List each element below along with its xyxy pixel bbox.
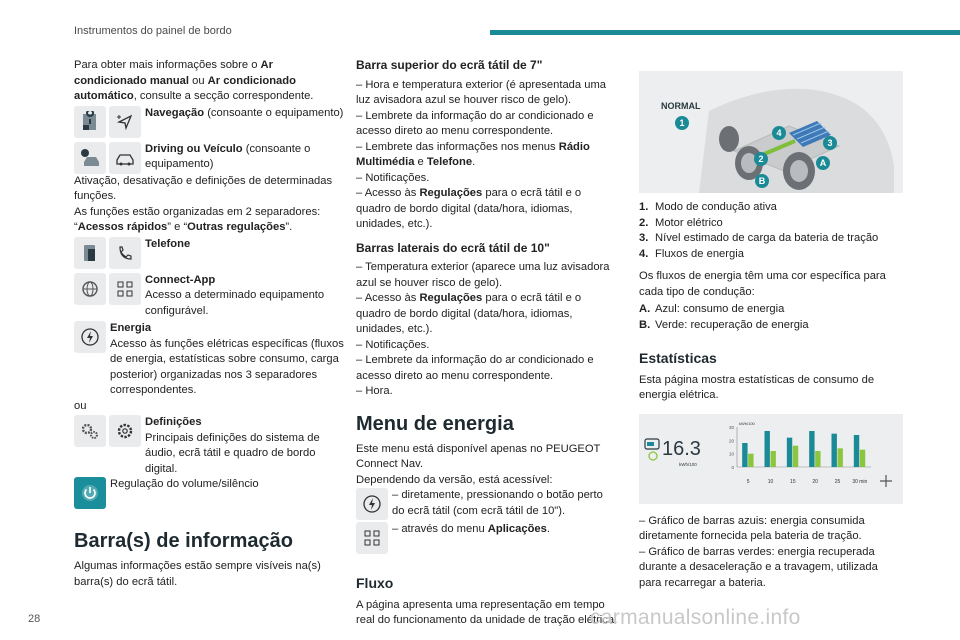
settings-text: Definições Principais definições do sistema de áudio, ecrã tátil e quadro de bordo digital.: [145, 416, 320, 475]
color-legend: [639, 302, 903, 333]
bar-recovered: [793, 445, 798, 466]
column-3: [639, 58, 903, 591]
battery-gauge-icon: [645, 439, 659, 460]
legend-item: A. Azul: consumo de energia: [639, 303, 785, 315]
grid-apps-icon: [109, 273, 141, 305]
header-title: Instrumentos do painel de bordo: [74, 25, 232, 37]
statistics-text: Esta página mostra estatísticas de consumo de energia elétrica.: [639, 373, 875, 401]
chart-axis: [737, 427, 871, 467]
side-bars-heading: Barras laterais do ecrã tátil de 10": [356, 240, 550, 255]
side-bar-item-1: – Temperatura exterior (aparece uma luz avisadora azul se houver risco de gelo).: [356, 261, 610, 289]
settings-row: [74, 415, 346, 477]
figure-legend: [639, 200, 903, 262]
top-bar-heading: Barra superior do ecrã tátil de 7": [356, 58, 543, 72]
top-bar-item-3: – Lembrete das informações nos menus Rádio Multimédia e Telefone.: [356, 140, 590, 168]
energy-menu-heading: Menu de energia: [356, 412, 514, 435]
bar-consumed: [765, 431, 770, 467]
x-tick-label: 10: [767, 478, 774, 485]
marker-1: 1: [679, 118, 685, 128]
page-number: 28: [28, 613, 41, 625]
drive-mode-label: NORMAL: [661, 101, 701, 111]
legend-item: 3. Nível estimado de carga da bateria de tração: [639, 232, 879, 244]
bar-recovered: [748, 453, 753, 466]
side-bar-item-5: – Hora.: [356, 385, 393, 397]
x-tick-label: 25: [834, 478, 841, 485]
or-text: ou: [74, 399, 87, 412]
top-bar-item-1: – Hora e temperatura exterior (é apresentada uma luz avisadora azul se houver risco de gelo).: [356, 78, 606, 106]
info-bar-text: Algumas informações estão sempre visíveis na(s) barra(s) do ecrã tátil.: [74, 560, 321, 588]
power-volume-icon: [74, 477, 106, 509]
bar-consumed: [832, 433, 837, 466]
nav-row: [74, 106, 346, 138]
marker-3: 3: [827, 138, 833, 148]
map-icon: [74, 106, 106, 138]
header-bar: [490, 30, 960, 35]
energy-bolt-icon: [356, 488, 388, 520]
ac-intro: Para obter mais informações sobre o Ar condicionado manual ou Ar condicionado automático, consulte a secção correspondente.: [74, 59, 314, 102]
volume-row: [74, 477, 346, 509]
statistics-chart: [639, 414, 903, 504]
energy-bolt-icon: [74, 321, 106, 353]
top-bar-item-2: – Lembrete da informação do ar condicionado e acesso direto ao menu correspondente.: [356, 109, 594, 137]
activation-text: Ativação, desativação e definições de determinadas funções.: [74, 174, 333, 202]
watermark: carmanualsonline.info: [590, 606, 801, 629]
phone-icon: [109, 237, 141, 269]
bar-consumed: [854, 435, 859, 467]
bar-consumed: [787, 437, 792, 466]
marker-4: 4: [776, 128, 782, 138]
energy-menu-text-2: Dependendo da versão, está acessível:: [356, 473, 553, 486]
bar-recovered: [838, 448, 843, 467]
driving-row: [74, 142, 346, 174]
car-icon: [109, 142, 141, 174]
globe-icon: [74, 273, 106, 305]
stats-green-text: – Gráfico de barras verdes: energia recuperada durante a desaceleração e a travagem, utilizada para recarregar a bateria.: [639, 545, 878, 589]
phone-app-icon: [74, 237, 106, 269]
add-icon[interactable]: [880, 475, 892, 487]
bar-recovered: [815, 451, 820, 467]
energy-menu-text-1: Este menu está disponível apenas no PEUGEOT Connect Nav.: [356, 442, 601, 470]
car-info-icon: [74, 142, 106, 174]
statistics-heading: Estatísticas: [639, 350, 717, 366]
side-bar-item-2: – Acesso às Regulações para o ecrã tátil e o quadro de bordo digital (data/hora, idiomas, unidades, etc.).: [356, 292, 582, 335]
energy-row: [74, 321, 346, 399]
navigation-arrow-icon: [109, 106, 141, 138]
column-2: [356, 58, 618, 629]
flow-heading: Fluxo: [356, 575, 394, 591]
flow-text: A página apresenta uma representação em tempo real do funcionamento da unidade de tração elétrica.: [356, 598, 618, 626]
energy-access-row-1: – diretamente, pressionando o botão perto do ecrã tátil (com ecrã tátil de 10").: [356, 488, 618, 520]
side-bar-item-3: – Notificações.: [356, 338, 430, 351]
top-bar-item-5: – Acesso às Regulações para o ecrã tátil e o quadro de bordo digital (data/hora, idiomas, unidades, etc.).: [356, 187, 582, 230]
flow-colors-text: Os fluxos de energia têm uma cor específica para cada tipo de condução:: [639, 270, 886, 298]
y-axis-label: kWh/100: [739, 420, 755, 426]
legend-item: 4. Fluxos de energia: [639, 247, 744, 260]
stats-blue-text: – Gráfico de barras azuis: energia consumida diretamente fornecida pela bateria de tração.: [639, 514, 865, 542]
nav-text: Navegação (consoante o equipamento): [145, 106, 344, 119]
x-tick-label: 15: [790, 478, 796, 485]
bar-recovered: [771, 451, 776, 467]
bar-consumed: [742, 443, 747, 467]
marker-2: 2: [758, 154, 764, 164]
x-tick-label: 5: [746, 478, 750, 485]
gear-icon: [109, 415, 141, 447]
info-bar-heading: Barra(s) de informação: [74, 530, 293, 552]
legend-item: 2. Motor elétrico: [639, 216, 723, 229]
connect-text: Connect-App Acesso a determinado equipamento configurável.: [145, 273, 325, 317]
side-bar-item-4: – Lembrete da informação do ar condicionado e acesso direto ao menu correspondente.: [356, 354, 594, 382]
energy-text: Energia Acesso às funções elétricas específicas (fluxos de energia, estatísticas sobre consumo, carga posterior) organizadas nos 3 separadores correspondentes.: [110, 322, 344, 396]
legend-item: B. Verde: recuperação de energia: [639, 318, 809, 331]
x-tick-label: 30 min: [852, 478, 868, 485]
bar-consumed: [809, 431, 814, 467]
grid-apps-icon: [356, 522, 388, 554]
energy-flow-figure: [639, 71, 903, 193]
energy-access-row-2: – através do menu Aplicações.: [356, 522, 618, 554]
y-tick-label: 0: [731, 464, 734, 470]
y-tick-label: 20: [728, 437, 734, 443]
marker-b: B: [758, 176, 766, 186]
phone-row: [74, 237, 346, 269]
connect-row: [74, 273, 346, 320]
bar-recovered: [860, 449, 865, 466]
y-tick-label: 10: [728, 451, 734, 457]
phone-text: Telefone: [145, 237, 191, 250]
y-tick-label: 30: [728, 424, 734, 430]
driving-text: Driving ou Veículo (consoante o equipamento): [145, 142, 311, 170]
consumption-unit: kWh/100: [679, 461, 697, 467]
column-1: [74, 58, 346, 590]
x-tick-label: 20: [812, 478, 818, 485]
marker-a: A: [819, 158, 827, 168]
consumption-value: 16.3: [662, 437, 701, 460]
tabs-text: As funções estão organizadas em 2 separadores: “Acessos rápidos” e “Outras regulações”.: [74, 205, 321, 233]
volume-text: Regulação do volume/silêncio: [110, 478, 259, 490]
top-bar-item-4: – Notificações.: [356, 171, 430, 184]
legend-item: 1. Modo de condução ativa: [639, 201, 777, 213]
settings-gears-icon: [74, 415, 106, 447]
